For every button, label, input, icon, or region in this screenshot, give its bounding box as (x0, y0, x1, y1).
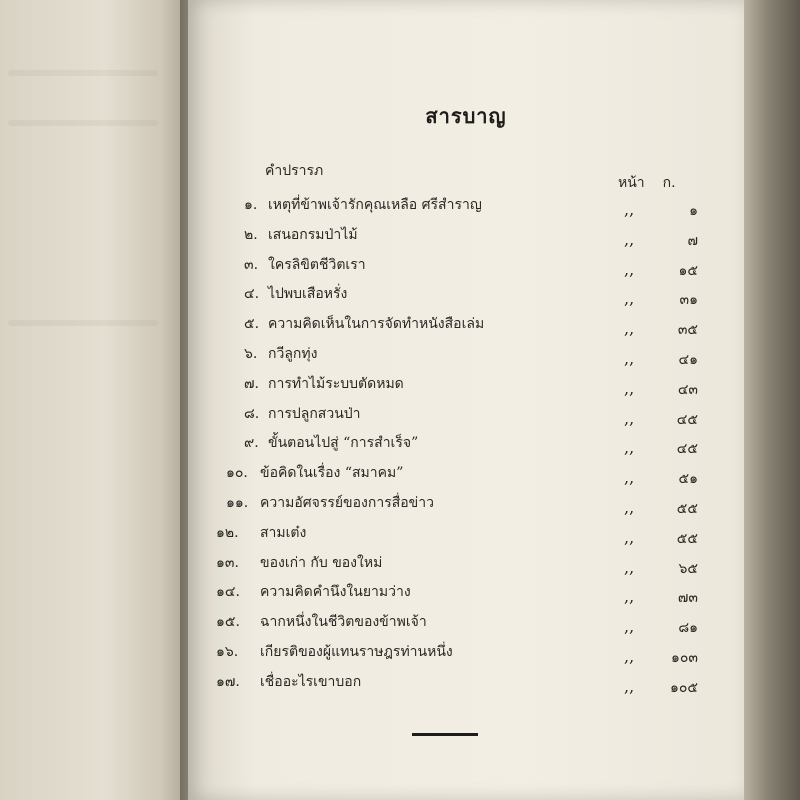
toc-entry-page: ๗๓ (677, 590, 698, 607)
toc-entry (188, 403, 744, 427)
left-page-ghost-text (8, 120, 158, 126)
toc-entry-page: ๑ (689, 203, 698, 219)
toc-entry-page: ๓๕ (677, 322, 698, 339)
toc-entry-page: ๕๕ (676, 530, 698, 547)
toc-entry-title: ความอัศจรรย์ของการสื่อข่าว (260, 495, 434, 511)
toc-entry-number: ๗. (244, 375, 259, 392)
ditto-mark: ,, (624, 289, 635, 309)
ditto-mark: ,, (624, 349, 635, 368)
ditto-mark: ,, (624, 378, 635, 398)
toc-entry (188, 581, 744, 605)
toc-entry (188, 641, 744, 665)
toc-entry-page: ๑๕ (678, 262, 698, 279)
page-edge (744, 0, 800, 800)
toc-entry (188, 254, 744, 278)
toc-entry-number: ๘. (244, 405, 260, 422)
toc-entry-number: ๙. (244, 435, 259, 452)
toc-entry-title: เสนอกรมป่าไม้ (268, 226, 358, 243)
ditto-mark: ,, (624, 259, 635, 279)
toc-entry-number: ๓. (244, 256, 259, 273)
toc-entry-number: ๑๕. (216, 614, 240, 631)
toc-entry-title: ความคิดคำนึงในยามว่าง (260, 584, 411, 601)
toc-entry-number: ๑๒. (216, 524, 239, 541)
ditto-mark: ,, (624, 200, 635, 219)
toc-entry-title: เชื่ออะไรเขาบอก (260, 673, 362, 690)
toc-entry-page: ๔๑ (678, 352, 698, 368)
toc-entry-number: ๒. (244, 226, 258, 243)
toc-entry-number: ๕. (244, 316, 260, 333)
ditto-mark: ,, (624, 617, 635, 637)
toc-entry (188, 313, 744, 337)
toc-entry (188, 492, 744, 516)
toc-entry (188, 373, 744, 397)
toc-entry-title: ฉากหนึ่งในชีวิตของข้าพเจ้า (260, 614, 427, 631)
left-page (0, 0, 190, 800)
page-label: หน้า (618, 175, 645, 191)
toc-entry-number: ๑๑. (226, 495, 249, 511)
toc-entry-title: การปลูกสวนป่า (268, 405, 361, 422)
toc-entry-title: ความคิดเห็นในการจัดทำหนังสือเล่ม (268, 316, 485, 333)
ditto-mark: ,, (624, 676, 635, 696)
toc-entry (188, 224, 744, 248)
toc-entry-title: เกียรติของผู้แทนราษฎรท่านหนึ่ง (260, 644, 453, 660)
toc-entry-title: ของเก่า กับ ของใหม่ (260, 554, 383, 571)
toc-entry-title: ใครลิขิตชีวิตเรา (268, 256, 366, 273)
toc-entry-title: ขั้นตอนไปสู่ “การสำเร็จ” (268, 435, 419, 452)
toc-entry-page: ๕๑ (678, 471, 698, 488)
ditto-mark: ,, (624, 408, 635, 428)
toc-entry-title: เหตุที่ข้าพเจ้ารักคุณเหลือ ศรีสำราญ (268, 197, 482, 213)
toc-entry-number: ๑๔. (216, 584, 240, 601)
toc-entry-page: ๗ (687, 232, 698, 249)
left-page-ghost-text (8, 320, 158, 326)
toc-entry-page: ๓๑ (679, 292, 698, 309)
ditto-mark: ,, (624, 587, 635, 607)
toc-entry (188, 611, 744, 635)
closing-rule (412, 733, 478, 736)
toc-entry-number: ๖. (244, 346, 258, 362)
toc-entry-page: ๔๕ (676, 441, 698, 458)
ditto-mark: ,, (624, 557, 635, 577)
ditto-mark: ,, (624, 527, 635, 547)
toc-entry (188, 671, 744, 695)
toc-entry-number: ๑๗. (216, 673, 240, 690)
toc-entry-title: ข้อคิดในเรื่อง “สมาคม” (260, 465, 404, 482)
toc-entry-page: ๑๐๓ (670, 650, 698, 666)
ditto-mark: ,, (624, 468, 635, 488)
toc-entry-number: ๑๐. (226, 465, 248, 482)
ditto-mark: ,, (624, 498, 635, 517)
toc-entry-title: กวีลูกทุ่ง (268, 346, 318, 362)
toc-entry (188, 522, 744, 546)
toc-entry (188, 462, 744, 486)
toc-title: สารบาญ (425, 104, 507, 128)
toc-entry-title: การทำไม้ระบบตัดหมด (268, 375, 404, 392)
preface-label: คำปรารภ (265, 163, 324, 179)
ditto-mark: ,, (624, 319, 635, 339)
toc-entry-title: ไปพบเสือหรั่ง (268, 286, 348, 303)
toc-entry (188, 283, 744, 307)
toc-entry (188, 194, 744, 218)
left-page-ghost-text (8, 70, 158, 76)
toc-entry-page: ๕๕ (676, 501, 698, 517)
toc-entry (188, 432, 744, 456)
toc-entry (188, 552, 744, 576)
toc-entry-page: ๔๕ (676, 411, 698, 428)
toc-entry-number: ๑๖. (216, 644, 239, 660)
ditto-mark: ,, (624, 229, 635, 249)
toc-entry-page: ๖๕ (678, 560, 698, 577)
ditto-mark: ,, (624, 438, 635, 458)
toc-entry-page: ๑๐๕ (669, 679, 698, 696)
toc-entry-page: ๘๑ (678, 620, 698, 637)
toc-entry-number: ๑. (244, 197, 258, 213)
preface-page-ref (618, 172, 676, 194)
toc-entry-title: สามเต๋ง (260, 524, 307, 541)
ditto-mark: ,, (624, 647, 635, 666)
toc-entry (188, 343, 744, 367)
toc-entry-number: ๑๓. (216, 554, 239, 571)
preface-page: ก. (662, 175, 676, 191)
toc-entry-number: ๔. (244, 286, 260, 303)
toc-entry-page: ๔๓ (677, 381, 698, 398)
